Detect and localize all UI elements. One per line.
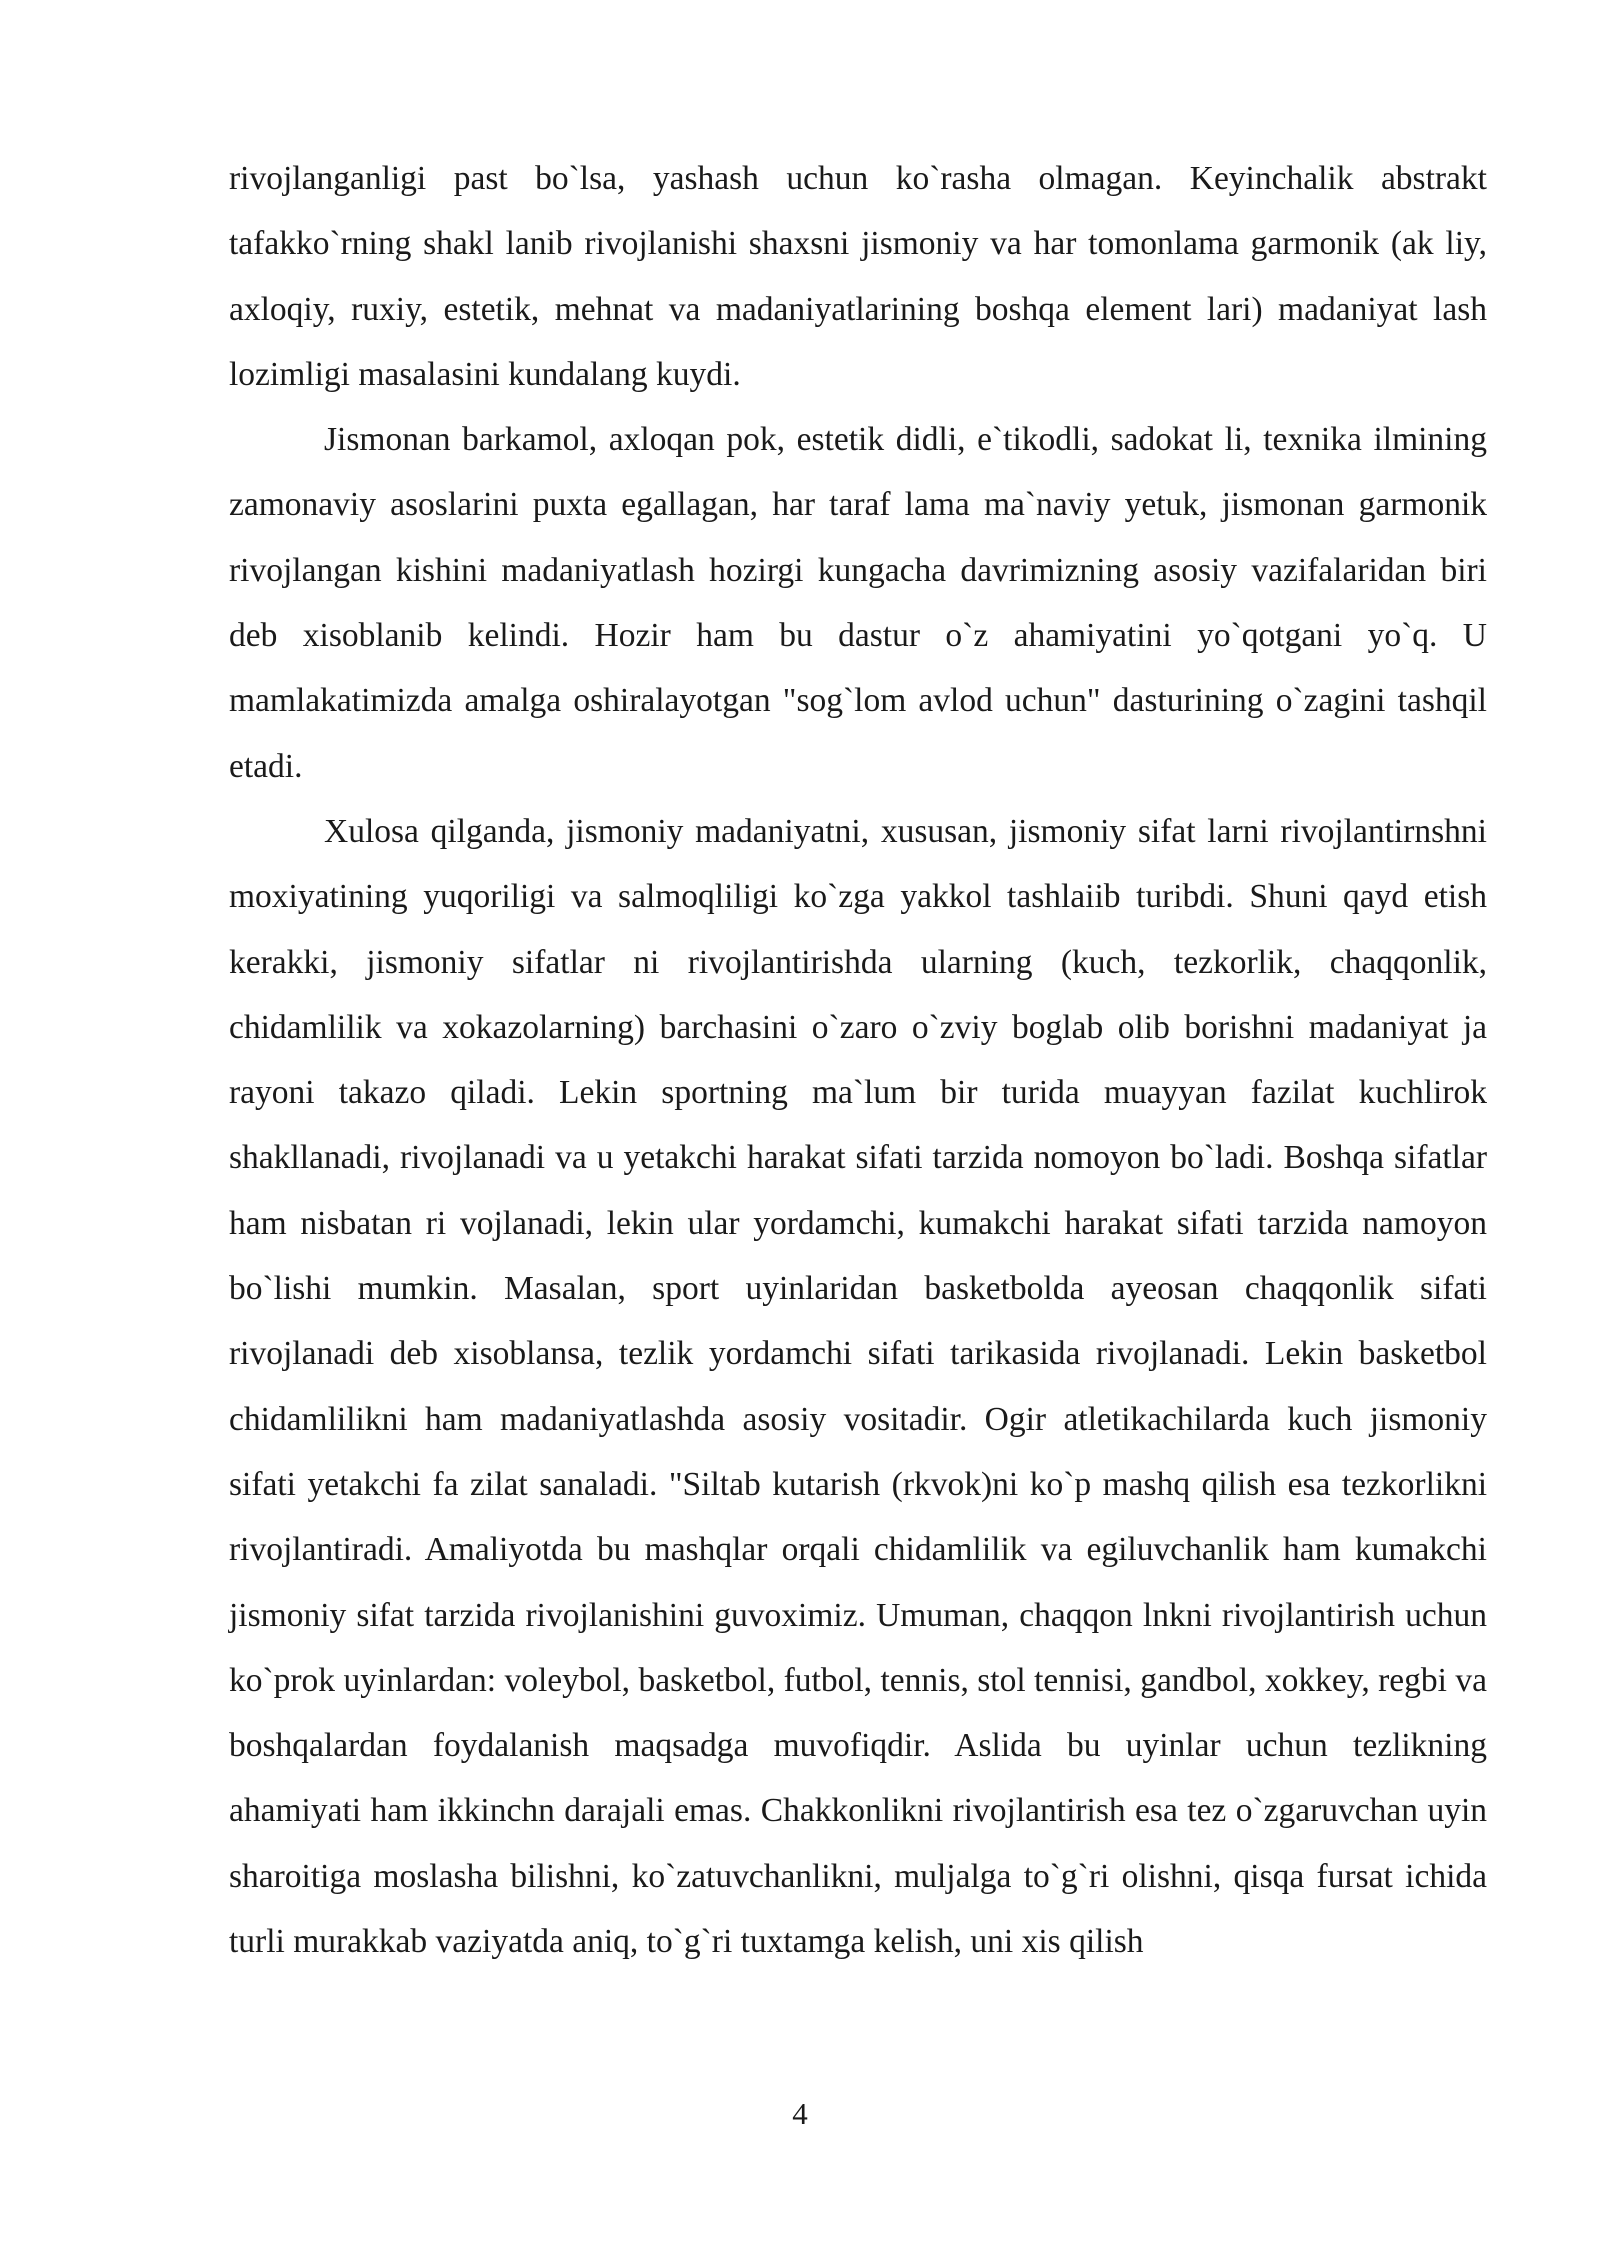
paragraph-2: Jismonan barkamol, axloqan pok, estetik didli, e`tikodli, sadokat li, texnika ilmining zamonaviy asoslarini puxta egallagan, har taraf lama ma`naviy yetuk, jismonan garmonik rivojlangan kishini madaniyatlash hozirgi kungacha davrimizning asosiy vazifalaridan biri deb xisoblanib kelindi. Hozir ham bu dastur o`z ahamiyatini yo`qotgani yo`q. U mamlakatimizda amalga oshiralayotgan "sog`lom avlod uchun" dasturining o`zagini tashqil etadi. <box>229 421 1487 785</box>
body-text <box>229 146 1487 1974</box>
page-number: 4 <box>792 2096 808 2131</box>
paragraph-3: Xulosa qilganda, jismoniy madaniyatni, xususan, jismoniy sifat larni rivojlantirnshni moxiyatining yuqoriligi va salmoqliligi ko`zga yakkol tashlaiib turibdi. Shuni qayd etish kerakki, jismoniy sifatlar ni rivojlantirishda ularning (kuch, tezkorlik, chaqqonlik, chidamlilik va xokazolarning) barchasini o`zaro o`zviy boglab olib borishni madaniyat ja rayoni takazo qiladi. Lekin sportning ma`lum bir turida muayyan fazilat kuchlirok shakllanadi, rivojlanadi va u yetakchi harakat sifati tarzida nomoyon bo`ladi. Boshqa sifatlar ham nisbatan ri vojlanadi, lekin ular yordamchi, kumakchi harakat sifati tarzida namoyon bo`lishi mumkin. Masalan, sport uyinlaridan basketbolda ayeosan chaqqonlik sifati rivojlanadi deb xisoblansa, tezlik yordamchi sifati tarikasida rivojlanadi. Lekin basketbol chidamlilikni ham madaniyatlashda asosiy vositadir. Ogir atletikachilarda kuch jismoniy sifati yetakchi fa zilat sanaladi. "Siltab kutarish (rkvok)ni ko`p mashq qilish esa tezkorlikni rivojlantiradi. Amaliyotda bu mashqlar orqali chidamlilik va egiluvchanlik ham kumakchi jismoniy sifat tarzida rivojlanishini guvoximiz. Umuman, chaqqon lnkni rivojlantirish uchun ko`prok uyinlardan: voleybol, basketbol, futbol, tennis, stol tennisi, gandbol, xokkey, regbi va boshqalardan foydalanish maqsadga muvofiqdir. Aslida bu uyinlar uchun tezlikning ahamiyati ham ikkinchn darajali emas. Chakkonlikni rivojlantirish esa tez o`zgaruvchan uyin sharoitiga moslasha bilishni, ko`zatuvchanlikni, muljalga to`g`ri olishni, qisqa fursat ichida turli murakkab vaziyatda aniq, to`g`ri tuxtamga kelish, uni xis qilish <box>229 812 1487 1961</box>
paragraph-1: rivojlanganligi past bo`lsa, yashash uchun ko`rasha olmagan. Keyinchalik abstrakt tafakko`rning shakl lanib rivojlanishi shaxsni jismoniy va har tomonlama garmonik (ak liy, axloqiy, ruxiy, estetik, mehnat va madaniyatlarining boshqa element lari) madaniyat lash lozimligi masalasini kundalang kuydi. <box>229 160 1487 393</box>
